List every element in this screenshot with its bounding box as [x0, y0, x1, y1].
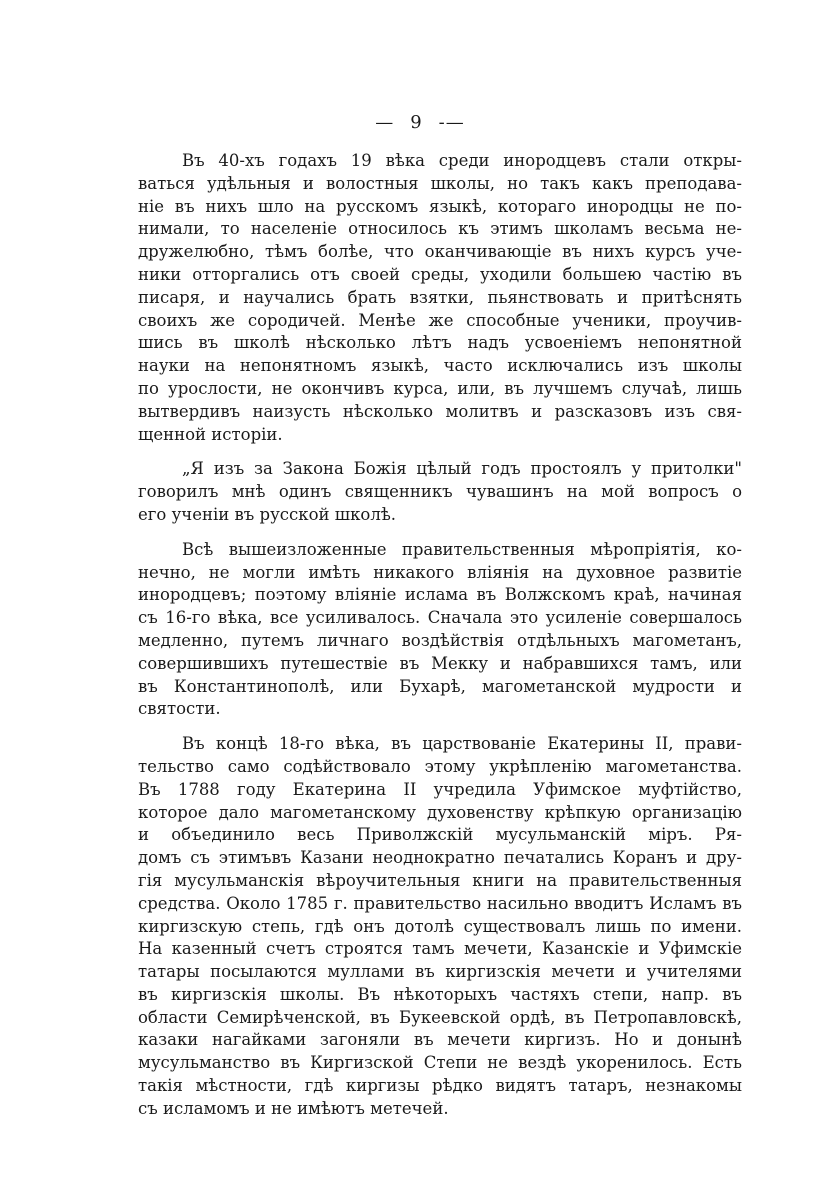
header-dash-right: -— — [438, 112, 465, 133]
text-line: инородцевъ; поэтому вліяніе ислама въ Волжскомъ краѣ, начиная — [138, 585, 742, 605]
text-line: средства. Около 1785 г. правительство насильно вводитъ Исламъ въ — [138, 893, 742, 913]
page-body — [138, 150, 742, 1133]
header-dash-left: — — [375, 112, 395, 133]
text-line: науки на непонятномъ языкѣ, часто исключались изъ школы — [138, 356, 742, 376]
page-header — [0, 112, 840, 133]
text-line: ники отторгались отъ своей среды, уходили большею частію въ — [138, 264, 742, 284]
text-line: такія мѣстности, гдѣ киргизы рѣдко видятъ татаръ, незнакомы — [138, 1076, 742, 1096]
text-line: въ киргизскія школы. Въ нѣкоторыхъ частяхъ степи, напр. въ — [138, 984, 742, 1004]
text-line: „Я изъ за Закона Божія цѣлый годъ простоялъ у притолки" — [182, 459, 742, 479]
text-line: и объединило весь Приволжскій мусульманскій міръ. Ря- — [138, 825, 742, 845]
text-line: говорилъ мнѣ одинъ священникъ чувашинъ на мой вопросъ о — [138, 482, 742, 502]
text-line: щенной исторіи. — [138, 424, 283, 444]
text-line: киргизскую степь, гдѣ онъ дотолѣ существовалъ лишь по имени. — [138, 916, 742, 936]
paragraph-2 — [138, 458, 742, 526]
text-line: тельство само содѣйствовало этому укрѣпленію магометанства. — [138, 756, 742, 776]
paragraph-4 — [138, 733, 742, 1121]
text-line: Всѣ вышеизложенные правительственныя мѣропріятія, ко- — [182, 539, 742, 559]
text-line: мусульманство въ Киргизской Степи не вездѣ укоренилось. Есть — [138, 1053, 742, 1073]
text-line: совершившихъ путешествіе въ Мекку и набравшихся тамъ, или — [138, 653, 742, 673]
text-line: вытвердивъ наизусть нѣсколько молитвъ и разсказовъ изъ свя- — [138, 401, 742, 421]
text-line: съ 16-го вѣка, все усиливалось. Сначала это усиленіе совершалось — [138, 608, 742, 628]
text-line: по урослости, не окончивъ курса, или, въ лучшемъ случаѣ, лишь — [138, 378, 742, 398]
text-line: На казенный счетъ строятся тамъ мечети, Казанскіе и Уфимскіе — [138, 939, 742, 959]
text-line: которое дало магометанскому духовенству крѣпкую организацію — [138, 802, 742, 822]
text-line: домъ съ этимъвъ Казани неоднократно печатались Коранъ и дру- — [138, 848, 742, 868]
text-line: шись въ школѣ нѣсколько лѣтъ надъ усвоеніемъ непонятной — [138, 333, 742, 353]
text-line: области Семирѣченской, въ Букеевской ордѣ, въ Петропавловскѣ, — [138, 1007, 742, 1027]
text-line: его ученіи въ русской школѣ. — [138, 504, 397, 524]
paragraph-1 — [138, 150, 742, 446]
paragraph-3 — [138, 539, 742, 721]
text-line: съ исламомъ и не имѣютъ метечей. — [138, 1098, 449, 1118]
text-line: святости. — [138, 699, 221, 719]
text-line: казаки нагайками загоняли въ мечети киргизъ. Но и донынѣ — [138, 1030, 742, 1050]
text-line: нимали, то населеніе относилось къ этимъ школамъ весьма не- — [138, 219, 742, 239]
text-line: гія мусульманскія вѣроучительныя книги на правительственныя — [138, 870, 742, 890]
text-line: своихъ же сородичей. Менѣе же способные ученики, проучив- — [138, 310, 742, 330]
text-line: Въ концѣ 18-го вѣка, въ царствованіе Екатерины II, прави- — [182, 734, 742, 754]
text-line: медленно, путемъ личнаго воздѣйствія отдѣльныхъ магометанъ, — [138, 630, 742, 650]
text-line: Въ 40-хъ годахъ 19 вѣка среди инородцевъ стали откры- — [182, 151, 742, 170]
text-line: ніе въ нихъ шло на русскомъ языкѣ, котораго инородцы не по- — [138, 196, 742, 216]
text-line: татары посылаются муллами въ киргизскія мечети и учителями — [138, 962, 742, 982]
text-line: ваться удѣльныя и волостныя школы, но такъ какъ преподава- — [138, 173, 742, 193]
text-line: нечно, не могли имѣть никакого вліянія на духовное развитіе — [138, 562, 742, 582]
text-line: Въ 1788 году Екатерина II учредила Уфимское муфтійство, — [138, 779, 742, 799]
page-number: 9 — [410, 112, 423, 133]
text-line: въ Константинополѣ, или Бухарѣ, магометанской мудрости и — [138, 676, 742, 696]
text-line: дружелюбно, тѣмъ болѣе, что оканчивающіе въ нихъ курсъ уче- — [138, 242, 742, 262]
text-line: писаря, и научались брать взятки, пьянствовать и притѣснять — [138, 287, 742, 307]
